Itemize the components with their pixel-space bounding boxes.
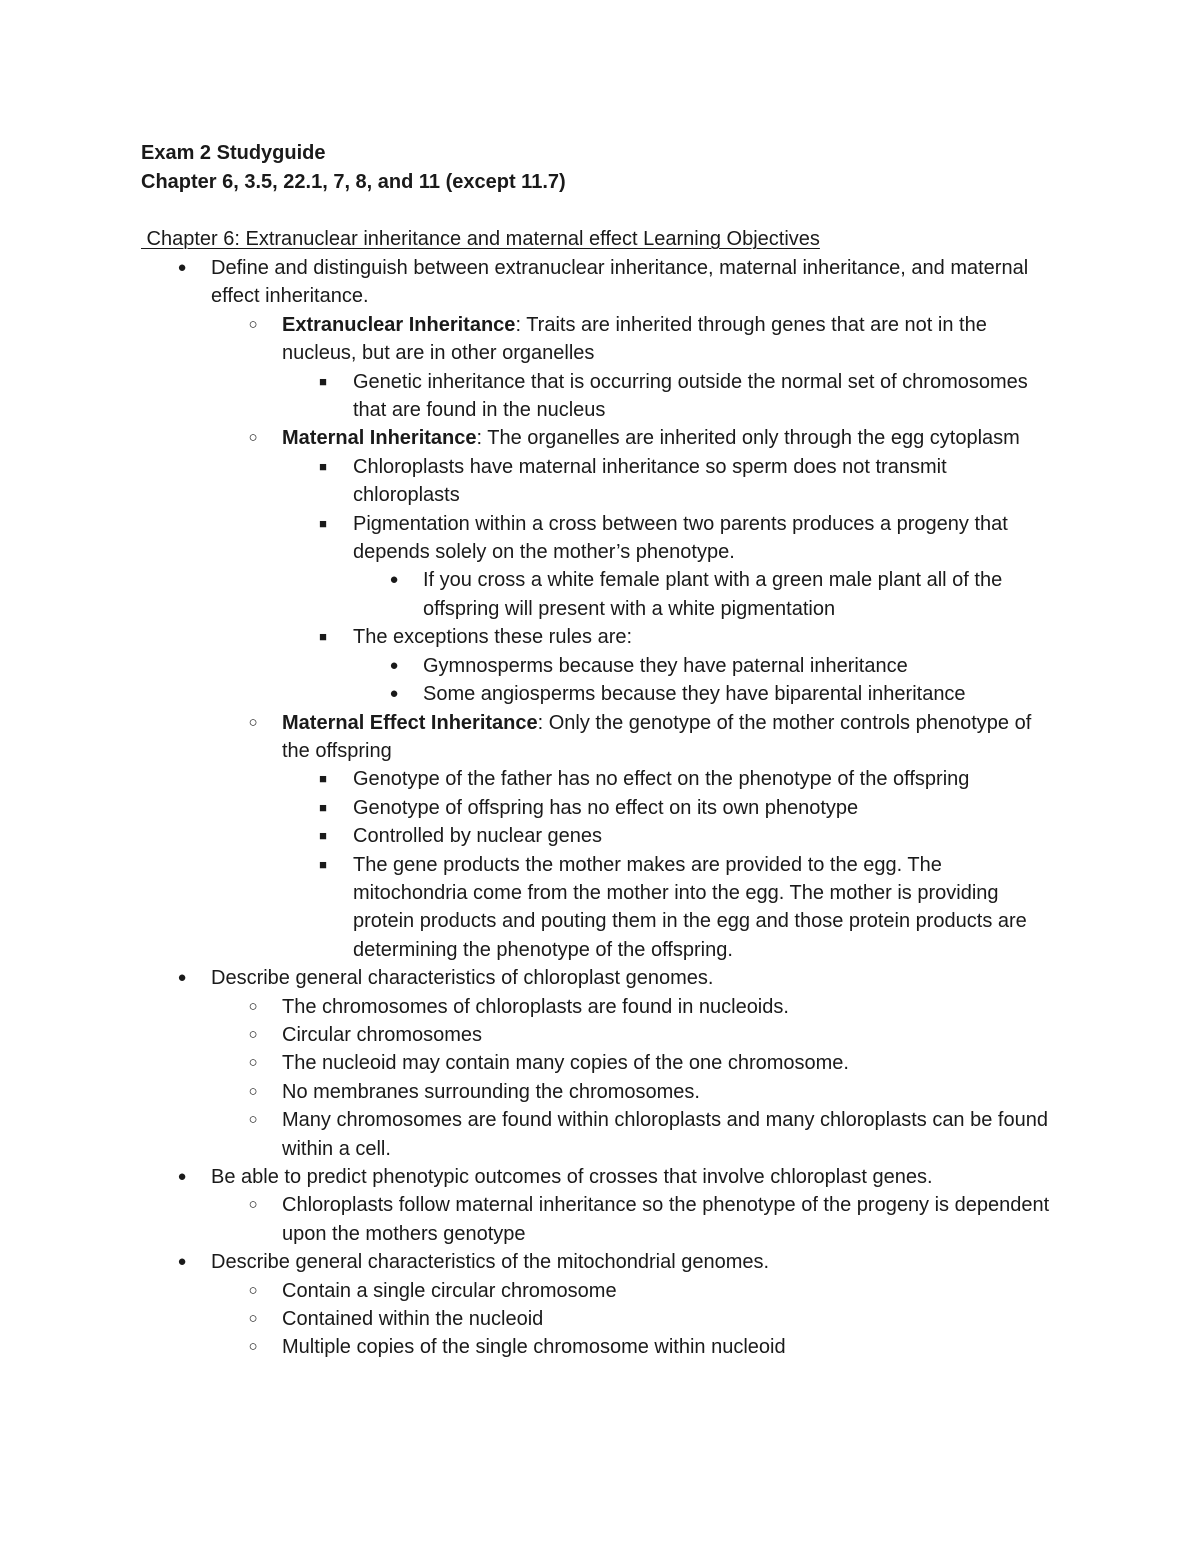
square-icon	[313, 623, 333, 651]
list-item-text	[282, 1106, 1052, 1163]
list-item-text	[282, 1049, 1052, 1077]
square-icon	[313, 510, 333, 538]
item-body: No membranes surrounding the chromosomes.	[282, 1080, 700, 1103]
item-body: Controlled by nuclear genes	[353, 825, 603, 848]
list-item	[0, 510, 1200, 567]
item-body: Many chromosomes are found within chloroplasts and many chloroplasts can be found within a cell.	[282, 1109, 1048, 1160]
square-icon	[313, 765, 333, 793]
list-item	[0, 1305, 1200, 1333]
disc-icon	[172, 254, 192, 282]
list-item-text	[282, 1021, 1052, 1049]
list-item-text	[282, 311, 1052, 368]
disc-icon	[384, 680, 404, 708]
circle-icon	[243, 993, 263, 1021]
list-item	[0, 623, 1200, 651]
item-body: Gymnosperms because they have paternal inheritance	[423, 654, 908, 677]
list-item-text	[282, 1305, 1052, 1333]
list-item-text	[353, 822, 1053, 850]
list-item	[0, 1191, 1200, 1248]
item-body: Describe general characteristics of the mitochondrial genomes.	[211, 1251, 770, 1274]
term-label: Maternal Effect Inheritance	[282, 711, 538, 734]
list-item	[0, 453, 1200, 510]
list-item-text	[211, 1248, 1051, 1276]
item-body: Genotype of the father has no effect on the phenotype of the offspring	[353, 768, 970, 791]
list-item-text	[423, 652, 1053, 680]
list-item-text	[211, 964, 1051, 992]
list-item-text	[282, 1078, 1052, 1106]
list-item	[0, 1078, 1200, 1106]
list-item-text	[282, 993, 1052, 1021]
item-body: The nucleoid may contain many copies of the one chromosome.	[282, 1052, 849, 1075]
list-item	[0, 1333, 1200, 1361]
item-body: The exceptions these rules are:	[353, 626, 633, 649]
list-item	[0, 566, 1200, 623]
disc-icon	[384, 652, 404, 680]
item-body: : Only the genotype of the mother controls phenotype of the offspring	[282, 711, 1032, 762]
item-body: Be able to predict phenotypic outcomes of crosses that involve chloroplast genes.	[211, 1166, 933, 1188]
item-body: Describe general characteristics of chloroplast genomes.	[211, 967, 714, 990]
list-item	[0, 709, 1200, 766]
list-item	[0, 765, 1200, 793]
item-body: Define and distinguish between extranuclear inheritance, maternal inheritance, and maternal effect inheritance.	[211, 257, 1029, 308]
circle-icon	[243, 1049, 263, 1077]
list-item	[0, 652, 1200, 680]
square-icon	[313, 368, 333, 396]
item-body: If you cross a white female plant with a green male plant all of the offspring will present with a white pigmentation	[423, 569, 1003, 620]
disc-icon	[172, 1248, 192, 1276]
list-item-text	[282, 424, 1052, 452]
list-item-text	[353, 851, 1053, 965]
item-body: Contained within the nucleoid	[282, 1308, 544, 1331]
item-body: Genotype of offspring has no effect on its own phenotype	[353, 796, 859, 819]
list-item	[0, 993, 1200, 1021]
list-item-text	[353, 368, 1053, 425]
circle-icon	[243, 1191, 263, 1219]
list-item	[0, 794, 1200, 822]
list-item	[0, 1021, 1200, 1049]
list-item-text	[211, 1163, 1051, 1191]
list-item	[0, 1248, 1200, 1276]
list-item-text	[282, 1191, 1052, 1248]
item-body: Some angiosperms because they have biparental inheritance	[423, 683, 966, 706]
list-item-text	[282, 1277, 1052, 1305]
list-item-text	[211, 254, 1051, 311]
list-item	[0, 424, 1200, 452]
square-icon	[313, 822, 333, 850]
term-label: Extranuclear Inheritance	[282, 313, 516, 336]
disc-icon	[172, 964, 192, 992]
list-item	[0, 680, 1200, 708]
list-item	[0, 1049, 1200, 1077]
list-item-text	[353, 623, 1053, 651]
list-item	[0, 254, 1200, 311]
list-item	[0, 311, 1200, 368]
item-body: Chloroplasts have maternal inheritance so sperm does not transmit chloroplasts	[353, 455, 947, 507]
list-item	[0, 1163, 1200, 1191]
item-body: Contain a single circular chromosome	[282, 1279, 617, 1302]
list-item-text	[353, 510, 1053, 567]
square-icon	[313, 453, 333, 481]
item-body: The chromosomes of chloroplasts are found in nucleoids.	[282, 995, 789, 1018]
list-item	[0, 822, 1200, 850]
item-body: Chloroplasts follow maternal inheritance so the phenotype of the progeny is dependent upon the mothers genotype	[282, 1194, 1050, 1245]
list-item-text	[353, 794, 1053, 822]
circle-icon	[243, 1305, 263, 1333]
list-item	[0, 1106, 1200, 1163]
circle-icon	[243, 1333, 263, 1361]
circle-icon	[243, 1277, 263, 1305]
item-body: Multiple copies of the single chromosome within nucleoid	[282, 1336, 786, 1359]
square-icon	[313, 794, 333, 822]
item-body: The gene products the mother makes are provided to the egg. The mitochondria come from the mother into the egg. The mother is providing protein products and pouting them in the egg and those protein products are determining the phenotype of the offspring.	[353, 853, 1027, 961]
square-icon	[313, 851, 333, 879]
list-item-text	[282, 1333, 1052, 1361]
document-subtitle: Chapter 6, 3.5, 22.1, 7, 8, and 11 (except 11.7)	[141, 171, 566, 193]
list-item-text	[282, 709, 1052, 766]
list-item	[0, 368, 1200, 425]
document-title: Exam 2 Studyguide	[141, 142, 326, 164]
item-body: Circular chromosomes	[282, 1023, 483, 1046]
list-item-text	[353, 453, 1053, 510]
circle-icon	[243, 311, 263, 339]
list-item	[0, 851, 1200, 965]
item-body: : Traits are inherited through genes that are not in the nucleus, but are in other organelles	[282, 313, 987, 365]
circle-icon	[243, 709, 263, 737]
term-label: Maternal Inheritance	[282, 427, 477, 450]
section-heading: Chapter 6: Extranuclear inheritance and maternal effect Learning Objectives	[141, 228, 820, 250]
disc-icon	[384, 566, 404, 594]
item-body: Pigmentation within a cross between two parents produces a progeny that depends solely on the mother’s phenotype.	[353, 512, 1008, 564]
disc-icon	[172, 1163, 192, 1191]
circle-icon	[243, 1021, 263, 1049]
list-item	[0, 964, 1200, 992]
list-item-text	[423, 566, 1053, 623]
list-item-text	[423, 680, 1053, 708]
circle-icon	[243, 1078, 263, 1106]
list-item	[0, 1277, 1200, 1305]
circle-icon	[243, 1106, 263, 1134]
outline-list	[0, 254, 1200, 1362]
item-body: : The organelles are inherited only through the egg cytoplasm	[476, 427, 1020, 450]
item-body: Genetic inheritance that is occurring outside the normal set of chromosomes that are found in the nucleus	[353, 370, 1028, 422]
circle-icon	[243, 424, 263, 452]
list-item-text	[353, 765, 1053, 793]
